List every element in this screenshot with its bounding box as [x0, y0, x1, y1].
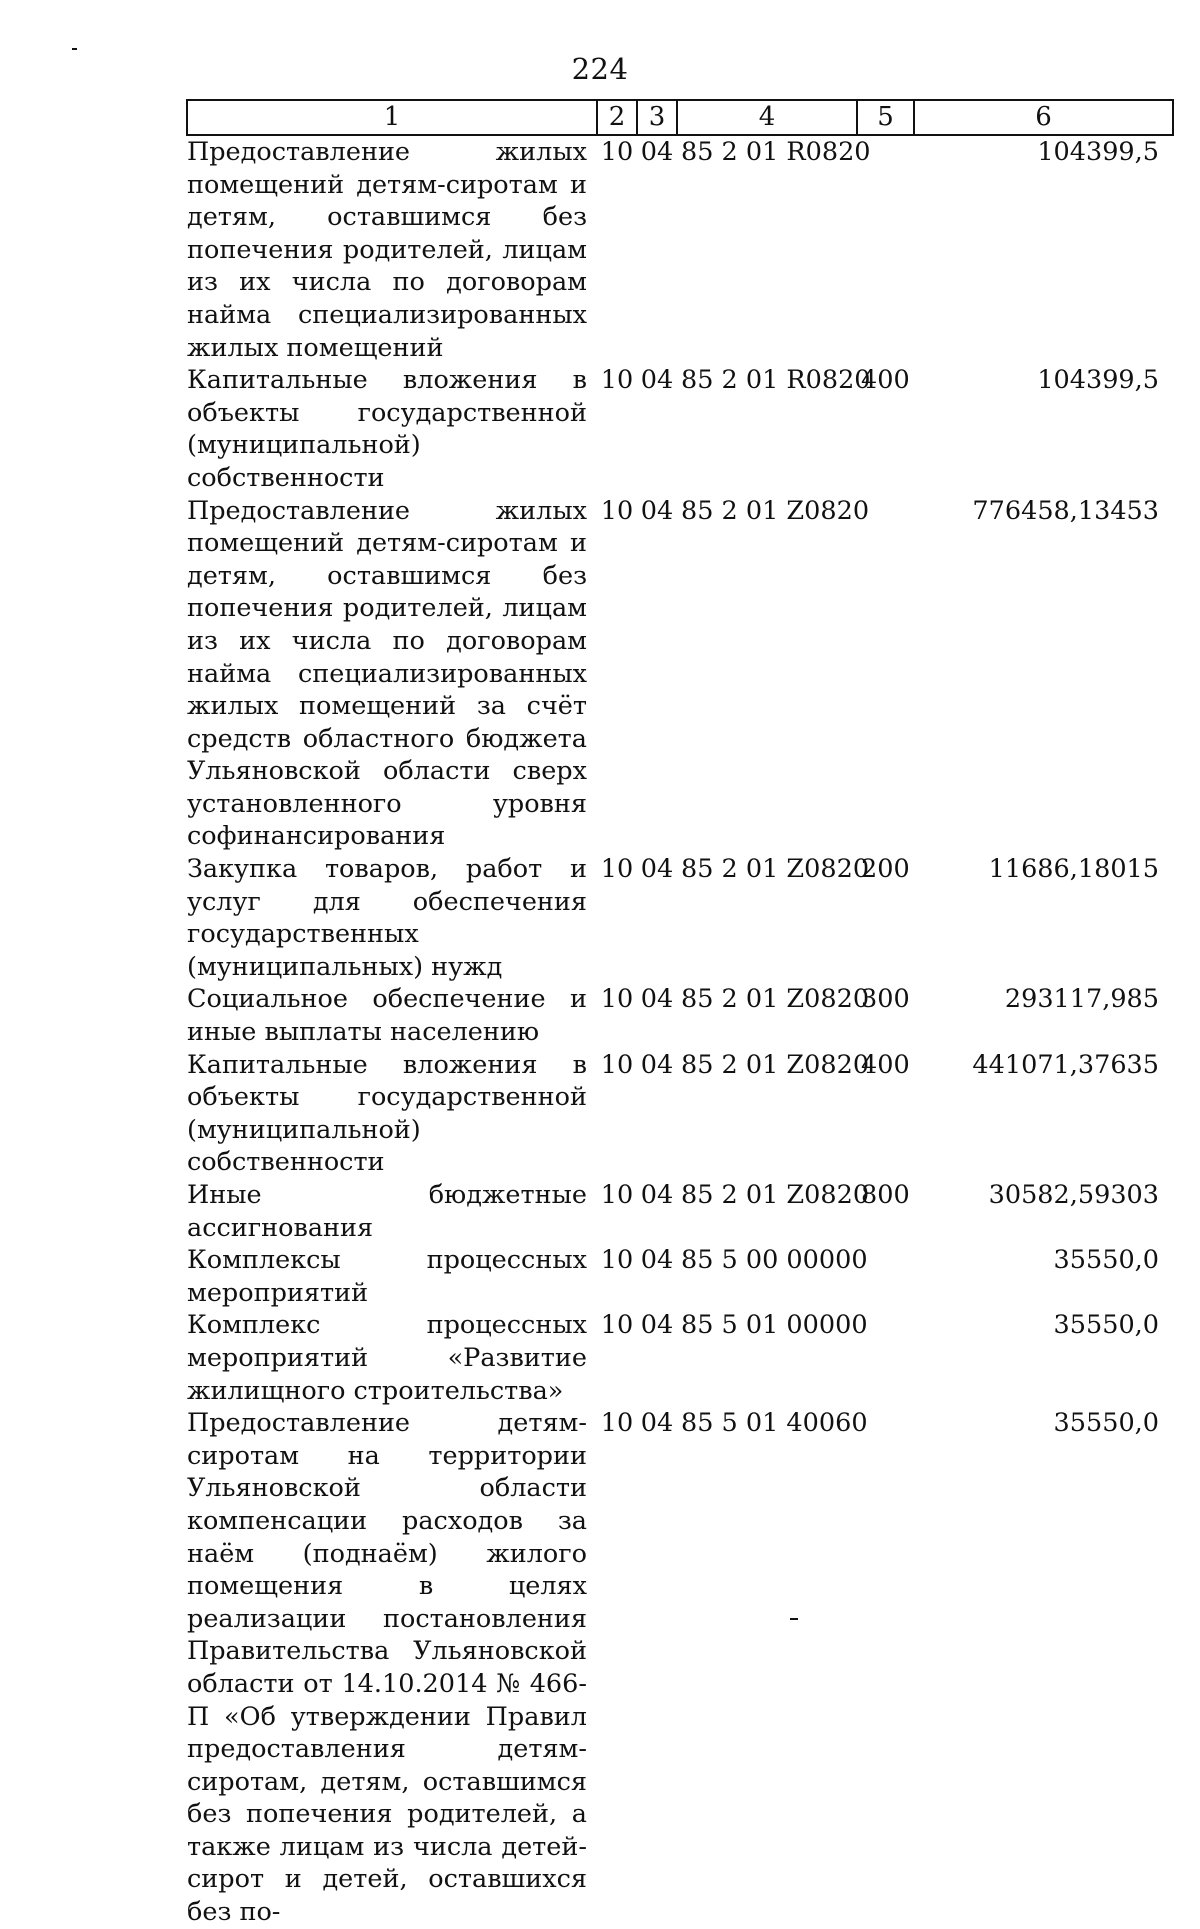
- item-name: Предоставление детям-сиротам на территории Ульяновской области компенсации расходов за наём (поднаём) жилого помещения в целях реализации постановления Правительства Ульяновской области от 14.10.2014 № 466-П «Об утверждении Правил предоставления детям-сиротам, детям, оставшимся без попечения родителей, а также лицам из числа детей-сирот и детей, оставшихся без по-: [187, 1408, 587, 1928]
- table-header-row: [187, 100, 1173, 135]
- section-code: 10: [600, 1245, 634, 1276]
- target-item-code: 85 2 01 Z0820: [681, 984, 870, 1015]
- expense-type-code: 200: [861, 854, 910, 885]
- header-col-3: 3: [637, 100, 677, 135]
- amount: 293117,985: [1004, 984, 1159, 1015]
- target-item-code: 85 5 00 00000: [681, 1245, 868, 1276]
- subsection-code: 04: [640, 495, 674, 526]
- amount: 35550,0: [1053, 1408, 1159, 1439]
- target-item-code: 85 2 01 Z0820: [681, 495, 870, 526]
- amount: 441071,37635: [972, 1049, 1159, 1080]
- subsection-code: 04: [640, 137, 674, 167]
- section-code: 10: [600, 1180, 634, 1210]
- amount: 35550,0: [1053, 1310, 1159, 1341]
- table-row: [187, 983, 1173, 1048]
- amount: 776458,13453: [972, 495, 1159, 526]
- subsection-code: 04: [640, 1049, 674, 1080]
- section-code: 10: [600, 137, 634, 167]
- amount: 30582,59303: [988, 1180, 1159, 1210]
- item-name: Капитальные вложения в объекты государственной (муниципальной) собственности: [187, 1049, 587, 1178]
- subsection-code: 04: [640, 1245, 674, 1276]
- item-name: Капитальные вложения в объекты государственной (муниципальной) собственности: [187, 365, 587, 493]
- header-col-6: 6: [914, 100, 1173, 135]
- item-name: Закупка товаров, работ и услуг для обеспечения государственных (муниципальных) нужд: [187, 854, 587, 982]
- expense-type-code: 800: [861, 1180, 910, 1210]
- table-row: [187, 495, 1173, 854]
- expense-type-code: 300: [861, 984, 910, 1015]
- table-row: [187, 364, 1173, 494]
- budget-table: [186, 99, 1174, 1929]
- target-item-code: 85 5 01 40060: [681, 1408, 868, 1439]
- header-col-4: 4: [677, 100, 857, 135]
- target-item-code: 85 2 01 Z0820: [681, 1049, 870, 1080]
- section-code: 10: [600, 1408, 634, 1439]
- target-item-code: 85 2 01 Z0820: [681, 854, 870, 885]
- subsection-code: 04: [640, 854, 674, 885]
- table-row: [187, 1049, 1173, 1179]
- section-code: 10: [600, 1310, 634, 1341]
- expense-type-code: 400: [861, 365, 910, 396]
- subsection-code: 04: [640, 1180, 674, 1210]
- table-row: [187, 135, 1173, 364]
- section-code: 10: [600, 984, 634, 1015]
- item-name: Комплексы процессных мероприятий: [187, 1245, 587, 1308]
- item-name: Социальное обеспечение и иные выплаты населению: [187, 984, 587, 1048]
- table-row: [187, 1309, 1173, 1407]
- target-item-code: 85 5 01 00000: [681, 1310, 868, 1341]
- item-name: Комплекс процессных мероприятий «Развитие жилищного строительства»: [187, 1310, 587, 1406]
- header-col-5: 5: [857, 100, 914, 135]
- table-row: [187, 853, 1173, 983]
- header-col-1: 1: [187, 100, 597, 135]
- expense-type-code: 400: [861, 1049, 910, 1080]
- page-number: 224: [571, 52, 629, 86]
- section-code: 10: [600, 854, 634, 885]
- expense-type-code: [857, 135, 914, 364]
- table-row: [187, 1244, 1173, 1309]
- target-item-code: 85 2 01 R0820: [681, 137, 871, 167]
- amount: 104399,5: [1037, 137, 1159, 167]
- amount: 104399,5: [1037, 365, 1159, 396]
- subsection-code: 04: [640, 1408, 674, 1439]
- amount: 11686,18015: [988, 854, 1159, 885]
- subsection-code: 04: [640, 1310, 674, 1341]
- section-code: 10: [600, 495, 634, 526]
- item-name: Предоставление жилых помещений детям-сиротам и детям, оставшимся без попечения родителей, лицам из их числа по договорам найма специализированных жилых помещений: [187, 137, 587, 363]
- expense-type-code: [857, 1407, 914, 1929]
- expense-type-code: [857, 495, 914, 854]
- target-item-code: 85 2 01 Z0820: [681, 1180, 870, 1210]
- item-name: Иные бюджетные ассигнования: [187, 1180, 587, 1243]
- section-code: 10: [600, 1049, 634, 1080]
- scan-speck: [72, 48, 77, 50]
- subsection-code: 04: [640, 984, 674, 1015]
- amount: 35550,0: [1053, 1245, 1159, 1276]
- table-row: [187, 1407, 1173, 1929]
- item-name: Предоставление жилых помещений детям-сиротам и детям, оставшимся без попечения родителей, лицам из их числа по договорам найма специализированных жилых помещений за счёт средств областного бюджета Ульяновской области сверх установленного уровня софинансирования: [187, 495, 587, 852]
- table-row: [187, 1179, 1173, 1244]
- target-item-code: 85 2 01 R0820: [681, 365, 871, 396]
- section-code: 10: [600, 365, 634, 396]
- header-col-2: 2: [597, 100, 637, 135]
- subsection-code: 04: [640, 365, 674, 396]
